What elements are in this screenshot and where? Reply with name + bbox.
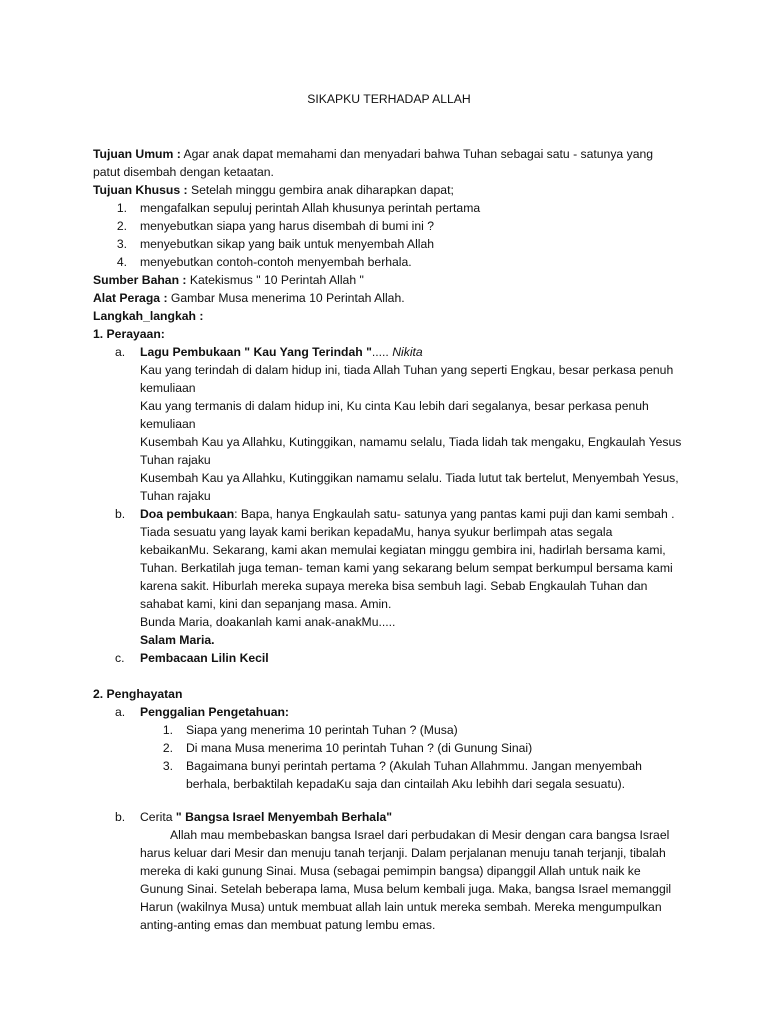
- story-title: " Bangsa Israel Menyembah Berhala": [175, 810, 393, 824]
- prayer-title: Doa pembukaan: [140, 507, 235, 521]
- list-number: 2.: [116, 219, 127, 233]
- question-number: 3.: [162, 759, 173, 773]
- song-lyric: Kusembah Kau ya Allahku, Kutinggikan, namamu selalu, Tiada lidah tak mengaku, Engkaulah Yesus Tuhan rajaku: [140, 435, 682, 467]
- question-number: 2.: [162, 741, 173, 755]
- alat-peraga-text: Gambar Musa menerima 10 Perintah Allah.: [167, 291, 405, 305]
- question-text: Di mana Musa menerima 10 perintah Tuhan ? (di Gunung Sinai): [186, 741, 533, 755]
- list-number: 3.: [116, 237, 127, 251]
- perayaan-item-a: [93, 343, 683, 505]
- song-lyric: Kau yang termanis di dalam hidup ini, Ku cinta Kau lebih dari segalanya, besar perkasa penuh kemuliaan: [140, 399, 649, 431]
- list-item: [93, 217, 683, 235]
- penghayatan-item-b: [93, 808, 683, 934]
- spacer: [93, 793, 683, 808]
- tujuan-umum-label: Tujuan Umum :: [93, 147, 181, 161]
- item-marker: c.: [115, 651, 125, 665]
- list-item-text: mengafalkan sepuluj perintah Allah khusunya perintah pertama: [140, 201, 481, 215]
- section-heading-penghayatan: [93, 685, 683, 703]
- item-marker: b.: [115, 507, 126, 521]
- question-number: 1.: [162, 723, 173, 737]
- story-title-line: [140, 808, 683, 826]
- item-marker: a.: [115, 705, 126, 719]
- list-item: [93, 199, 683, 217]
- document-title: SIKAPKU TERHADAP ALLAH: [307, 92, 471, 106]
- song-dots: .....: [371, 345, 389, 359]
- question-text: Bagaimana bunyi perintah pertama ? (Akulah Tuhan Allahmmu. Jangan menyembah berhala, berbaktilah kepadaKu saja dan cintailah Aku lebihh dari segala sesuatu).: [186, 759, 642, 791]
- item-marker: b.: [115, 810, 126, 824]
- tujuan-khusus-label: Tujuan Khusus :: [93, 183, 188, 197]
- perayaan-item-c: [93, 649, 683, 667]
- list-number: 4.: [116, 255, 127, 269]
- story-paragraph: Allah mau membebaskan bangsa Israel dari perbudakan di Mesir dengan cara bangsa Israel harus keluar dari Mesir dan menuju tanah terjanji. Dalam perjalanan menuju tanah terjanji, tibalah mereka di kaki gunung Sinai. Musa (sebagai pemimpin bangsa) dipanggil Allah untuk naik ke Gunung Sinai. Setelah beberapa lama, Musa belum kembali juga. Maka, bangsa Israel memanggil Harun (wakilnya Musa) untuk membuat allah lain untuk mereka sembah. Mereka mengumpulkan anting-anting emas dan membuat patung lembu emas.: [140, 828, 672, 932]
- sumber-bahan-text: Katekismus " 10 Perintah Allah ": [186, 273, 364, 287]
- section-heading-perayaan: [93, 325, 683, 343]
- list-item: [93, 235, 683, 253]
- tujuan-umum-text: Agar anak dapat memahami dan menyadari bahwa Tuhan sebagai satu - satunya yang patut disembah dengan ketaatan.: [93, 147, 654, 179]
- document-page: [93, 90, 683, 934]
- song-lyric: Kau yang terindah di dalam hidup ini, tiada Allah Tuhan yang seperti Engkau, besar perkasa penuh kemuliaan: [140, 363, 674, 395]
- list-number: 1.: [116, 201, 127, 215]
- question-item: [93, 757, 683, 793]
- song-title: Lagu Pembukaan " Kau Yang Terindah ": [140, 345, 372, 359]
- langkah-label: Langkah_langkah :: [93, 309, 204, 323]
- list-item-text: menyebutkan sikap yang baik untuk menyembah Allah: [140, 237, 435, 251]
- penghayatan-heading: 2. Penghayatan: [93, 687, 183, 701]
- tujuan-umum: [93, 145, 683, 181]
- perayaan-item-b: [93, 505, 683, 649]
- question-item: [93, 739, 683, 757]
- list-item-text: menyebutkan contoh-contoh menyembah berhala.: [140, 255, 412, 269]
- prayer-closing: [140, 631, 683, 649]
- prayer-line: Bunda Maria, doakanlah kami anak-anakMu.....: [140, 615, 396, 629]
- knowledge-title: Penggalian Pengetahuan:: [140, 705, 289, 719]
- knowledge-title-line: [140, 703, 683, 721]
- candle-title: Pembacaan Lilin Kecil: [140, 651, 269, 665]
- langkah-heading: [93, 307, 683, 325]
- alat-peraga-label: Alat Peraga :: [93, 291, 168, 305]
- question-item: [93, 721, 683, 739]
- salam-maria: Salam Maria.: [140, 633, 215, 647]
- tujuan-khusus: [93, 181, 683, 199]
- song-author: Nikita: [388, 345, 423, 359]
- spacer: [93, 667, 683, 685]
- penghayatan-item-a: [93, 703, 683, 721]
- candle-reading: [140, 649, 683, 667]
- story-prefix: Cerita: [140, 810, 176, 824]
- alat-peraga: [93, 289, 683, 307]
- list-item: [93, 253, 683, 271]
- perayaan-heading: 1. Perayaan:: [93, 327, 165, 341]
- tujuan-khusus-text: Setelah minggu gembira anak diharapkan dapat;: [187, 183, 454, 197]
- song-title-line: [140, 343, 683, 361]
- prayer-text: : Bapa, hanya Engkaulah satu- satunya yang pantas kami puji dan kami sembah . Tiada sesuatu yang layak kami berikan kepadaMu, hanya syukur berlimpah atas segala kebaikanMu. Sekarang, kami akan memulai kegiatan minggu gembira ini, hadirlah bersama kami, Tuhan. Berkatilah juga teman- teman kami yang sekarang belum sempat berkumpul bersama kami karena sakit. Hiburlah mereka supaya mereka bisa sembuh lagi. Sebab Engkaulah Tuhan dan sahabat kami, kini dan sepanjang masa. Amin.: [140, 507, 675, 611]
- prayer-paragraph: [140, 505, 683, 613]
- song-lyric: Kusembah Kau ya Allahku, Kutinggikan namamu selalu. Tiada lutut tak bertelut, Menyembah Yesus, Tuhan rajaku: [140, 471, 679, 503]
- item-marker: a.: [115, 345, 126, 359]
- list-item-text: menyebutkan siapa yang harus disembah di bumi ini ?: [140, 219, 435, 233]
- question-text: Siapa yang menerima 10 perintah Tuhan ? (Musa): [186, 723, 458, 737]
- sumber-bahan-label: Sumber Bahan :: [93, 273, 187, 287]
- sumber-bahan: [93, 271, 683, 289]
